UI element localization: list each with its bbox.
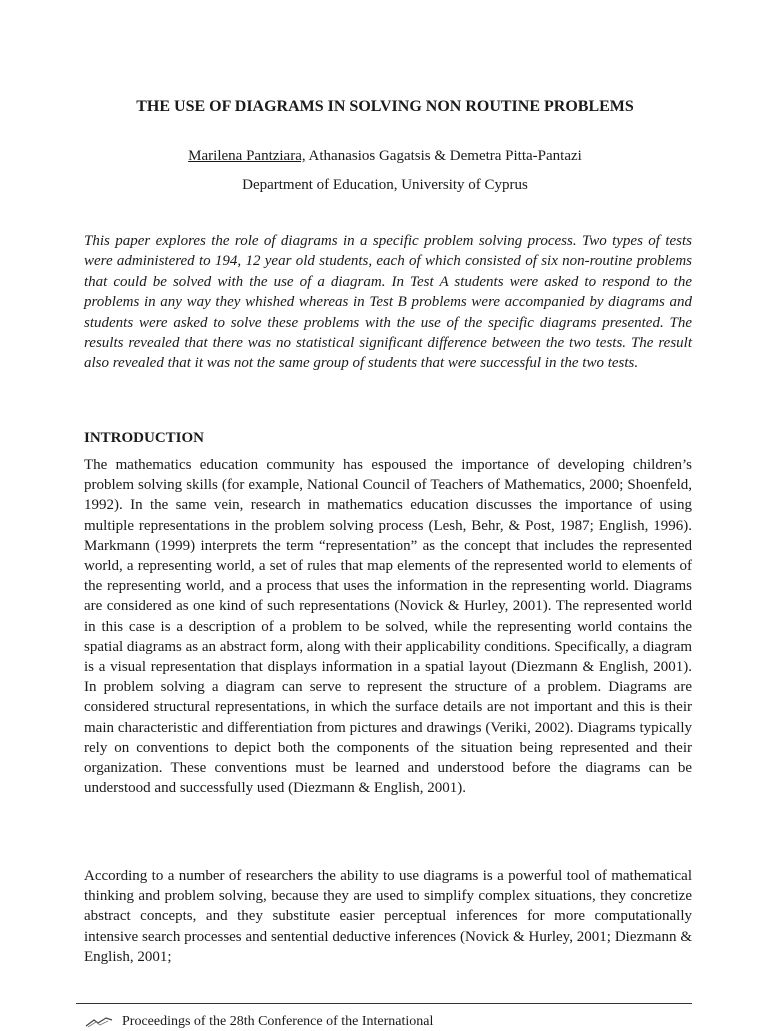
section-heading: INTRODUCTION <box>84 430 205 446</box>
author-line <box>80 146 690 166</box>
page-footer <box>84 1013 704 1031</box>
footer-divider <box>76 1003 692 1004</box>
conference-logo-icon <box>84 1016 114 1028</box>
affiliation: Department of Education, University of Cyprus <box>242 177 528 193</box>
footer-text: Proceedings of the 28th Conference of the International <box>122 1014 434 1029</box>
paper-title: THE USE OF DIAGRAMS IN SOLVING NON ROUTINE PROBLEMS <box>136 98 634 115</box>
abstract: This paper explores the role of diagrams in a specific problem solving process. Two types of tests were administered to 194, 12 year old students, each of which consisted of six non-routine problems that could be solved with the use of a diagram. In Test A students were asked to respond to the problems in any way they whished whereas in Test B problems were accompanied by diagrams and students were asked to solve these problems with the use of the specific diagrams presented. The results revealed that there was no statistical significant difference between the two tests. The result also revealed that it was not the same group of students that were successful in the two tests. <box>84 233 692 372</box>
intro-paragraph-2: According to a number of researchers the ability to use diagrams is a powerful tool of mathematical thinking and problem solving, because they are used to simplify complex situations, they concretize abstract concepts, and they substitute easier perceptual inferences for more computationally intensive search processes and sentential deductive inferences (Novick & Hurley, 2001; Diezmann & English, 2001; <box>84 868 692 965</box>
first-author: Marilena Pantziara, <box>188 148 306 164</box>
intro-paragraph-1: The mathematics education community has espoused the importance of developing children’s problem solving skills (for example, National Council of Teachers of Mathematics, 2000; Shoenfeld, 1992). In the same vein, research in mathematics education discusses the importance of using multiple representations in the problem solving process (Lesh, Behr, & Post, 1987; English, 1996). Markmann (1999) interprets the term “representation” as the concept that includes the represented world, a representing world, a set of rules that map elements of the represented world to elements of the representing world, and a process that uses the information in the representing world. Diagrams are considered as one kind of such representations (Novick & Hurley, 2001). The represented world in this case is a description of a problem to be solved, while the representing world contains the spatial diagrams as an abstract form, along with their applicability conditions. Specifically, a diagram is a visual representation that displays information in a spatial layout (Diezmann & English, 2001). In problem solving a diagram can serve to represent the structure of a problem. Diagrams are considered structural representations, in which the surface details are not important and this is their main characteristic and differentiation from pictures and drawings (Veriki, 2002). Diagrams typically rely on conventions to depict both the components of the situation being represented and their organization. These conventions must be learned and understood before the diagrams can be understood and successfully used (Diezmann & English, 2001). <box>84 457 693 797</box>
co-authors: Athanasios Gagatsis & Demetra Pitta-Pantazi <box>305 148 582 164</box>
